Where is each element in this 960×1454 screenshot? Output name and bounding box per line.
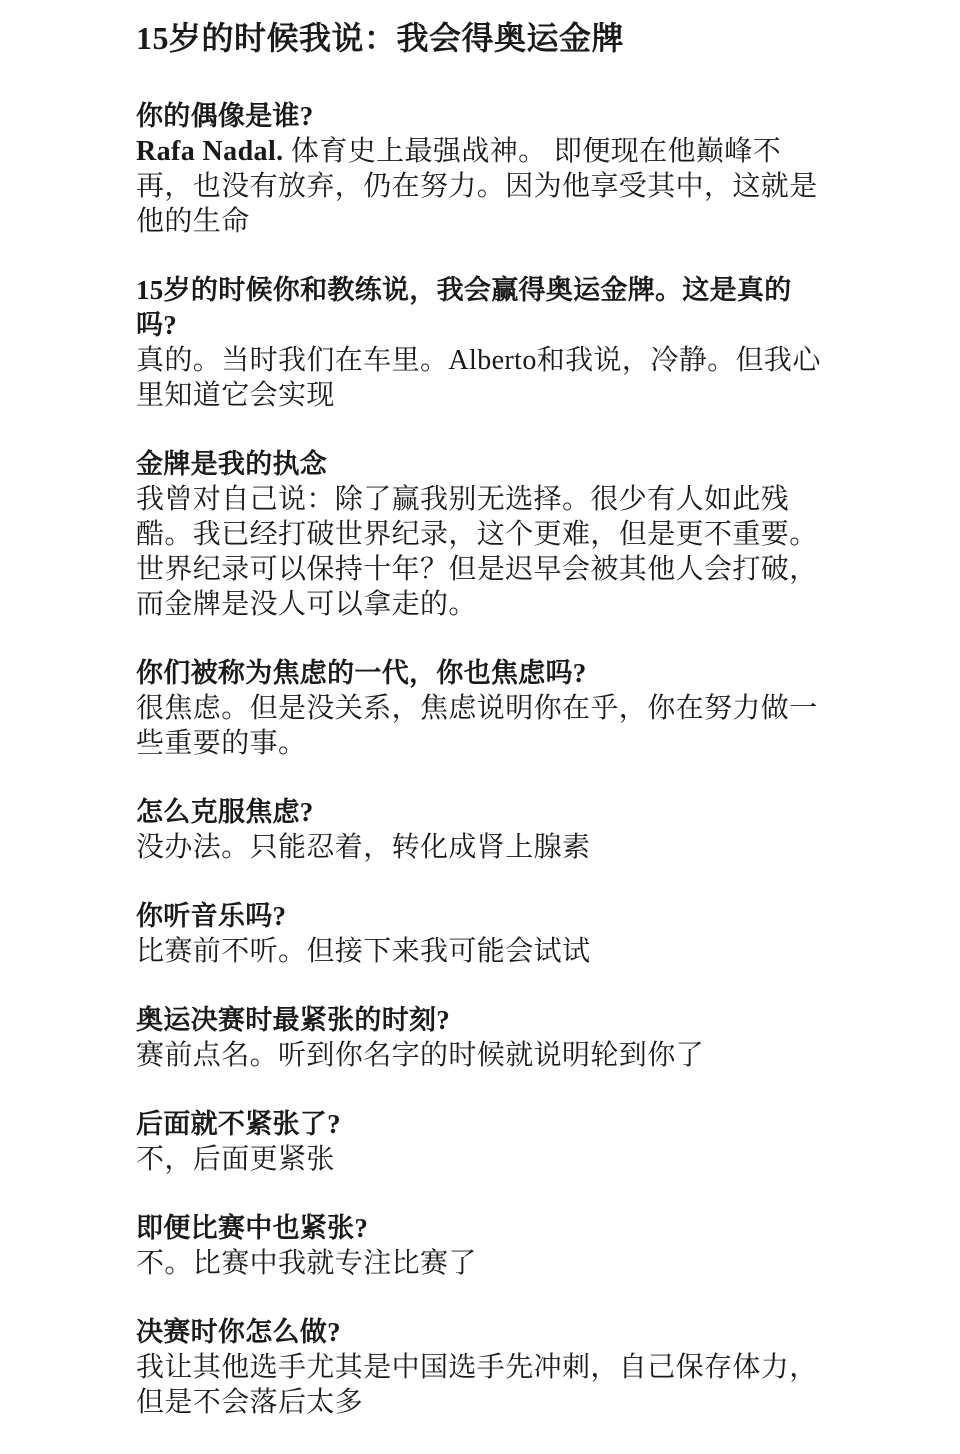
question: 怎么克服焦虑? xyxy=(136,797,314,827)
answer xyxy=(136,134,826,239)
qa-item-overcome-anxiety xyxy=(136,795,826,865)
answer: 很焦虑。但是没关系，焦虑说明你在乎，你在努力做一些重要的事。 xyxy=(136,693,818,759)
question: 即便比赛中也紧张? xyxy=(136,1213,369,1243)
answer: 赛前点名。听到你名字的时候就说明轮到你了 xyxy=(136,1040,705,1071)
qa-item-idol xyxy=(136,99,826,239)
article-title: 15岁的时候我说：我会得奥运金牌 xyxy=(136,20,625,56)
question: 后面就不紧张了? xyxy=(136,1109,341,1139)
question: 奥运决赛时最紧张的时刻? xyxy=(136,1005,451,1035)
question: 金牌是我的执念 xyxy=(136,449,328,479)
answer: 比赛前不听。但接下来我可能会试试 xyxy=(136,936,591,967)
qa-item-final-strategy xyxy=(136,1315,826,1420)
answer: 我曾对自己说：除了赢我别无选择。很少有人如此残酷。我已经打破世界纪录，这个更难，但是更不重要。世界纪录可以保持十年？但是迟早会被其他人会打破，而金牌是没人可以拿走的。 xyxy=(136,484,818,620)
qa-item-after xyxy=(136,1107,826,1177)
question: 决赛时你怎么做? xyxy=(136,1317,341,1347)
question: 15岁的时候你和教练说，我会赢得奥运金牌。这是真的吗? xyxy=(136,275,792,340)
question: 你们被称为焦虑的一代，你也焦虑吗? xyxy=(136,658,587,688)
answer: 我让其他选手尤其是中国选手先冲刺，自己保存体力，但是不会落后太多 xyxy=(136,1352,818,1418)
answer: 不。比赛中我就专注比赛了 xyxy=(136,1248,477,1279)
question: 你听音乐吗? xyxy=(136,901,287,931)
question: 你的偶像是谁? xyxy=(136,101,314,131)
answer-lead: Rafa Nadal. xyxy=(136,136,284,167)
answer: 不，后面更紧张 xyxy=(136,1144,335,1175)
qa-item-during-race xyxy=(136,1211,826,1281)
answer: 真的。当时我们在车里。Alberto和我说，冷静。但我心里知道它会实现 xyxy=(136,345,821,411)
qa-item-tense-moment xyxy=(136,1003,826,1073)
qa-item-music xyxy=(136,899,826,969)
answer-text: 体育史上最强战神。 即便现在他巅峰不再，也没有放弃，仍在努力。因为他享受其中，这就是他的生命 xyxy=(136,136,818,237)
answer: 没办法。只能忍着，转化成肾上腺素 xyxy=(136,832,591,863)
qa-item-anxiety xyxy=(136,656,826,761)
qa-item-coach xyxy=(136,273,826,413)
qa-item-gold-obsession xyxy=(136,447,826,622)
article xyxy=(136,12,826,1454)
